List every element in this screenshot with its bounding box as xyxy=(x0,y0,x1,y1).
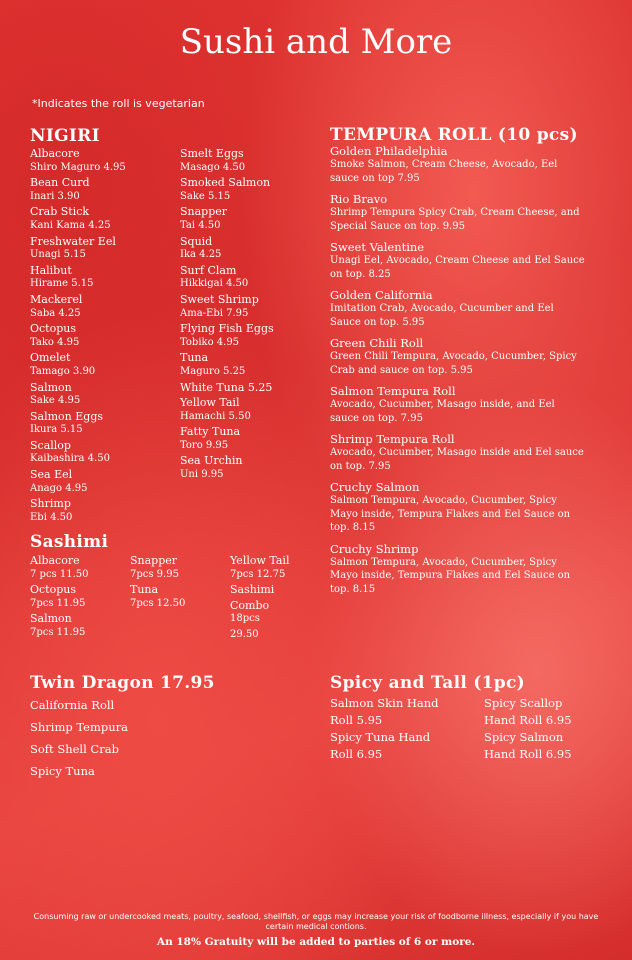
item-detail: 7pcs 12.50 xyxy=(130,597,186,609)
item-name: Freshwater Eel xyxy=(30,234,116,248)
spicy-tall-line: Salmon Skin Hand xyxy=(330,696,439,710)
spicy-tall-line: Hand Roll 6.95 xyxy=(484,747,572,761)
tempura-item xyxy=(330,432,585,473)
item-name: Fatty Tuna xyxy=(180,425,241,439)
tempura-name: Shrimp Tempura Roll xyxy=(330,432,455,446)
sashimi-col-3 xyxy=(230,554,325,644)
item-detail: 18pcs xyxy=(230,613,260,625)
item-name: White Tuna 5.25 xyxy=(180,380,273,394)
tempura-description: Green Chili Tempura, Avocado, Cucumber, Spicy Crab and sauce on top. 5.95 xyxy=(330,351,577,376)
tempura-name: Golden Philadelphia xyxy=(330,144,448,158)
twin-dragon-item: Soft Shell Crab xyxy=(30,742,119,756)
tempura-item xyxy=(330,144,585,185)
tempura-description: Imitation Crab, Avocado, Cucumber and Eel Sauce on top. 5.95 xyxy=(330,303,554,328)
item-name: Albacore xyxy=(30,147,80,160)
menu-item xyxy=(30,583,125,610)
item-name: Bean Curd xyxy=(30,176,90,190)
menu-item xyxy=(30,322,175,349)
menu-item xyxy=(180,396,325,423)
menu-item xyxy=(230,599,325,626)
nigiri-col-2 xyxy=(180,147,325,484)
tempura-name: Cruchy Shrimp xyxy=(330,541,419,556)
menu-item xyxy=(30,612,125,639)
menu-item xyxy=(30,176,175,203)
item-name: Sweet Shrimp xyxy=(180,292,259,306)
spicy-tall-line: Spicy Scallop xyxy=(484,696,563,710)
tempura-item xyxy=(330,240,585,281)
menu-item xyxy=(180,425,325,452)
item-name: Octopus xyxy=(30,322,76,336)
menu-item xyxy=(180,454,325,481)
item-detail: Shiro Maguro 4.95 xyxy=(30,161,126,173)
sashimi-col-1 xyxy=(30,554,125,642)
item-detail: Uni 9.95 xyxy=(180,469,224,481)
spicy-tall-col-2 xyxy=(484,695,614,763)
menu-item xyxy=(30,410,175,437)
item-name: Shrimp xyxy=(30,497,71,511)
tempura-name: Salmon Tempura Roll xyxy=(330,384,456,398)
menu-item xyxy=(180,322,325,349)
menu-item xyxy=(30,468,175,495)
tempura-description: Unagi Eel, Avocado, Cream Cheese and Eel Sauce on top. 8.25 xyxy=(330,255,585,280)
item-name: Halibut xyxy=(30,263,72,277)
tempura-description: Salmon Tempura, Avocado, Cucumber, Spicy Mayo inside, Tempura Flakes and Eel Sauce on top. 8.15 xyxy=(330,495,571,533)
item-detail: Tamago 3.90 xyxy=(30,365,96,377)
item-detail: Sake 4.95 xyxy=(30,395,81,407)
twin-dragon-heading: Twin Dragon 17.95 xyxy=(30,673,215,693)
menu-item xyxy=(130,583,225,610)
item-detail: Maguro 5.25 xyxy=(180,365,246,377)
spicy-tall-line: Spicy Salmon xyxy=(484,730,564,744)
gratuity-notice: An 18% Gratuity will be added to parties of 6 or more. xyxy=(156,936,476,948)
spicy-tall-line: Roll 6.95 xyxy=(330,747,383,761)
item-detail: Anago 4.95 xyxy=(30,482,88,494)
spicy-tall-heading: Spicy and Tall (1pc) xyxy=(330,673,525,693)
tempura-name: Green Chili Roll xyxy=(330,336,424,350)
menu-item xyxy=(180,264,325,291)
tempura-name: Sweet Valentine xyxy=(330,240,425,254)
tempura-name: Golden California xyxy=(330,288,433,302)
item-name: Tuna xyxy=(180,351,209,365)
menu-item xyxy=(30,351,175,378)
item-name: Salmon xyxy=(30,612,72,626)
item-detail: 7 pcs 11.50 xyxy=(30,568,89,580)
item-detail: Ika 4.25 xyxy=(180,249,222,261)
item-detail: Kaibashira 4.50 xyxy=(30,453,110,465)
menu-item xyxy=(30,439,175,466)
item-name: Albacore xyxy=(30,554,80,567)
tempura-description: Smoke Salmon, Cream Cheese, Avocado, Eel sauce on top 7.95 xyxy=(330,159,558,184)
item-name: Octopus xyxy=(30,583,76,597)
menu-item xyxy=(30,293,175,320)
item-detail: Saba 4.25 xyxy=(30,307,81,319)
tempura-item xyxy=(330,542,585,597)
item-name: Squid xyxy=(180,234,213,248)
item-detail: Ikura 5.15 xyxy=(30,424,83,436)
item-detail: Tobiko 4.95 xyxy=(180,336,240,348)
menu-item xyxy=(30,235,175,262)
item-name: Yellow Tail xyxy=(180,396,240,410)
tempura-description: Salmon Tempura, Avocado, Cucumber, Spicy Mayo inside, Tempura Flakes and Eel Sauce on top. 8.15 xyxy=(330,556,571,595)
item-detail: 7pcs 12.75 xyxy=(230,568,286,580)
item-name: Sea Urchin xyxy=(180,454,243,468)
nigiri-heading: NIGIRI xyxy=(30,126,100,146)
menu-item xyxy=(180,205,325,232)
tempura-description: Avocado, Cucumber, Masago inside and Eel sauce on top. 7.95 xyxy=(330,447,584,472)
item-name: Snapper xyxy=(180,205,228,219)
item-name: Crab Stick xyxy=(30,205,90,219)
tempura-item xyxy=(330,384,585,425)
item-name: Salmon xyxy=(30,380,72,394)
menu-item xyxy=(180,147,325,174)
twin-dragon-list xyxy=(30,698,280,786)
item-detail: Hikkigai 4.50 xyxy=(180,278,249,290)
menu-item xyxy=(180,235,325,262)
item-name: Mackerel xyxy=(30,292,83,306)
health-disclaimer: Consuming raw or undercooked meats, poultry, seafood, shellfish, or eggs may increase your risk of foodborne illness, especially if you have certain medical contions. xyxy=(33,912,599,931)
item-name: Sashimi xyxy=(230,583,275,597)
tempura-item xyxy=(330,336,585,377)
menu-item xyxy=(30,264,175,291)
menu-item xyxy=(180,351,325,378)
item-detail: Hirame 5.15 xyxy=(30,278,94,290)
spicy-tall-col-1 xyxy=(330,695,480,763)
tempura-list xyxy=(330,144,585,603)
spicy-tall-line: Hand Roll 6.95 xyxy=(484,713,572,727)
menu-item xyxy=(30,205,175,232)
nigiri-col-1 xyxy=(30,147,175,526)
item-detail: Ama-Ebi 7.95 xyxy=(180,307,249,319)
item-detail: Inari 3.90 xyxy=(30,190,80,202)
item-detail: Unagi 5.15 xyxy=(30,249,86,261)
tempura-heading: TEMPURA ROLL (10 pcs) xyxy=(330,125,578,145)
item-name: Scallop xyxy=(30,438,71,452)
tempura-description: Shrimp Tempura Spicy Crab, Cream Cheese, and Special Sauce on top. 9.95 xyxy=(330,207,580,232)
tempura-name: Rio Bravo xyxy=(330,192,388,206)
twin-dragon-item: Spicy Tuna xyxy=(30,764,95,778)
twin-dragon-item: Shrimp Tempura xyxy=(30,720,128,734)
menu-item xyxy=(230,554,325,581)
item-detail: Sake 5.15 xyxy=(180,190,231,202)
vegetarian-note: *Indicates the roll is vegetarian xyxy=(32,97,205,110)
menu-item xyxy=(180,176,325,203)
menu-item xyxy=(30,497,175,524)
tempura-item xyxy=(330,288,585,329)
item-name: Tuna xyxy=(130,583,159,597)
item-name: Yellow Tail xyxy=(230,554,290,567)
menu-item xyxy=(230,628,325,642)
menu-item xyxy=(30,554,125,581)
item-detail: Tako 4.95 xyxy=(30,336,80,348)
item-name: Omelet xyxy=(30,351,71,365)
item-name: Flying Fish Eggs xyxy=(180,322,274,336)
menu-item xyxy=(180,381,325,395)
sashimi-heading: Sashimi xyxy=(30,532,109,552)
item-name: Combo xyxy=(230,598,270,612)
tempura-description: Avocado, Cucumber, Masago inside, and Eel sauce on top. 7.95 xyxy=(330,399,555,424)
item-name: Smelt Eggs xyxy=(180,147,244,160)
item-detail: Tai 4.50 xyxy=(180,219,221,231)
item-name: Sea Eel xyxy=(30,468,73,482)
item-name: Salmon Eggs xyxy=(30,409,104,423)
menu-title: Sushi and More xyxy=(179,22,453,62)
menu-item xyxy=(130,554,225,581)
item-detail: 7pcs 9.95 xyxy=(130,568,179,580)
spicy-tall-line: Roll 5.95 xyxy=(330,713,383,727)
menu-item xyxy=(230,583,325,597)
menu-item xyxy=(30,147,175,174)
item-detail: Kani Kama 4.25 xyxy=(30,219,111,231)
tempura-item xyxy=(330,192,585,233)
tempura-item xyxy=(330,480,585,535)
item-detail: 29.50 xyxy=(230,628,259,640)
twin-dragon-item: California Roll xyxy=(30,698,115,712)
item-detail: 7pcs 11.95 xyxy=(30,626,86,638)
item-detail: Ebi 4.50 xyxy=(30,511,73,523)
spicy-tall-line: Spicy Tuna Hand xyxy=(330,730,431,744)
item-name: Surf Clam xyxy=(180,263,237,277)
tempura-name: Cruchy Salmon xyxy=(330,480,420,494)
menu-item xyxy=(180,293,325,320)
item-name: Smoked Salmon xyxy=(180,176,271,190)
item-detail: Hamachi 5.50 xyxy=(180,410,251,422)
sashimi-col-2 xyxy=(130,554,225,612)
item-detail: Masago 4.50 xyxy=(180,161,246,173)
item-detail: 7pcs 11.95 xyxy=(30,597,86,609)
menu-item xyxy=(30,381,175,408)
item-name: Snapper xyxy=(130,554,178,567)
item-detail: Toro 9.95 xyxy=(180,439,229,451)
